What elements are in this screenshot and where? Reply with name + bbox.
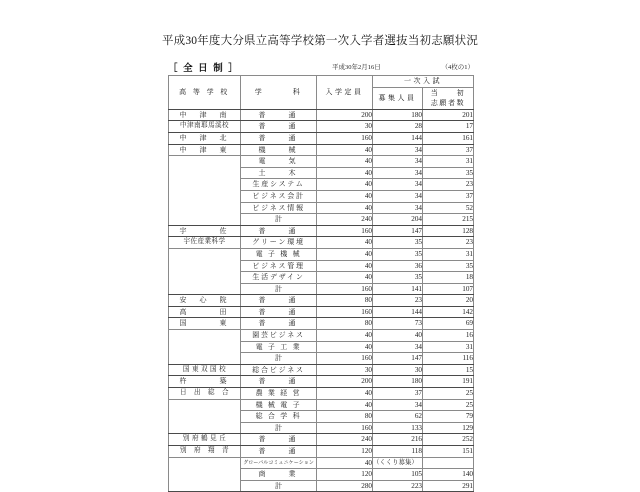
cell-applicants: 31 bbox=[423, 156, 474, 168]
table-header-row-1 bbox=[169, 76, 474, 88]
cell-department: ビジネス管理 bbox=[241, 260, 317, 272]
cell-applicants: 16 bbox=[423, 330, 474, 342]
table-row bbox=[169, 480, 474, 492]
cell-department: 機 械 電 子 bbox=[241, 399, 317, 411]
cell-capacity: 40 bbox=[317, 144, 373, 156]
cell-capacity: 120 bbox=[317, 469, 373, 481]
table-header bbox=[169, 76, 474, 110]
cell-school: 日 出 総 合 bbox=[169, 388, 241, 400]
cell-applicants: 37 bbox=[423, 144, 474, 156]
cell-capacity: 160 bbox=[317, 132, 373, 144]
table-row bbox=[169, 306, 474, 318]
cell-department: 普 通 bbox=[241, 318, 317, 330]
table-body bbox=[169, 109, 474, 492]
cell-capacity: 160 bbox=[317, 283, 373, 295]
cell-school bbox=[169, 156, 241, 168]
cell-capacity: 40 bbox=[317, 248, 373, 260]
cell-school: 中津南耶馬溪校 bbox=[169, 121, 241, 133]
cell-school bbox=[169, 457, 241, 469]
document-date: 平成30年2月16日 bbox=[332, 64, 381, 71]
cell-recruitment: 180 bbox=[373, 109, 423, 121]
cell-recruitment: 105 bbox=[373, 469, 423, 481]
cell-department: 電 気 bbox=[241, 156, 317, 168]
cell-recruitment: 36 bbox=[373, 260, 423, 272]
column-header-applicants bbox=[423, 87, 474, 109]
cell-department: 電 子 工 業 bbox=[241, 341, 317, 353]
column-header-recruitment: 募集人員 bbox=[373, 87, 423, 109]
cell-capacity: 80 bbox=[317, 295, 373, 307]
column-header-exam-group: 一次入試 bbox=[373, 76, 474, 88]
cell-applicants: 291 bbox=[423, 480, 474, 492]
cell-applicants: 17 bbox=[423, 121, 474, 133]
cell-recruitment: 73 bbox=[373, 318, 423, 330]
table-row bbox=[169, 446, 474, 458]
cell-capacity: 40 bbox=[317, 272, 373, 284]
cell-capacity: 30 bbox=[317, 364, 373, 376]
cell-capacity: 200 bbox=[317, 376, 373, 388]
cell-recruitment: 62 bbox=[373, 411, 423, 423]
cell-applicants: 116 bbox=[423, 353, 474, 365]
cell-recruitment: 144 bbox=[373, 132, 423, 144]
cell-capacity: 80 bbox=[317, 318, 373, 330]
table-row bbox=[169, 248, 474, 260]
cell-school bbox=[169, 272, 241, 284]
cell-school bbox=[169, 248, 241, 260]
cell-department: 普 通 bbox=[241, 376, 317, 388]
cell-capacity: 40 bbox=[317, 330, 373, 342]
cell-school: 安 心 院 bbox=[169, 295, 241, 307]
cell-total-label: 計 bbox=[241, 480, 317, 492]
cell-school bbox=[169, 480, 241, 492]
cell-school bbox=[169, 202, 241, 214]
cell-department: 電 子 機 械 bbox=[241, 248, 317, 260]
table-row bbox=[169, 283, 474, 295]
cell-recruitment: 216 bbox=[373, 434, 423, 446]
cell-applicants: 35 bbox=[423, 167, 474, 179]
cell-department: 総合ビジネス bbox=[241, 364, 317, 376]
cell-applicants: 25 bbox=[423, 399, 474, 411]
cell-total-label: 計 bbox=[241, 214, 317, 226]
cell-applicants: 128 bbox=[423, 225, 474, 237]
column-header-applicants-line2: 志願者数 bbox=[430, 99, 466, 108]
cell-capacity: 160 bbox=[317, 306, 373, 318]
table-row bbox=[169, 144, 474, 156]
cell-capacity: 240 bbox=[317, 434, 373, 446]
cell-capacity: 160 bbox=[317, 353, 373, 365]
cell-school bbox=[169, 260, 241, 272]
table-row bbox=[169, 353, 474, 365]
cell-applicants: 69 bbox=[423, 318, 474, 330]
cell-applicants: 23 bbox=[423, 237, 474, 249]
cell-department: 普 通 bbox=[241, 295, 317, 307]
cell-school: 宇 佐 bbox=[169, 225, 241, 237]
cell-school bbox=[169, 190, 241, 202]
cell-recruitment-note: （くくり募集） bbox=[373, 457, 423, 469]
page-title: 平成30年度大分県立高等学校第一次入学者選抜当初志願状況 bbox=[161, 35, 479, 47]
cell-department: 普 通 bbox=[241, 434, 317, 446]
cell-school: 国 東 双 国 校 bbox=[169, 364, 241, 376]
cell-applicants: 52 bbox=[423, 202, 474, 214]
cell-applicants: 107 bbox=[423, 283, 474, 295]
cell-department: 農 業 経 営 bbox=[241, 388, 317, 400]
cell-school bbox=[169, 411, 241, 423]
cell-capacity: 40 bbox=[317, 341, 373, 353]
cell-recruitment: 180 bbox=[373, 376, 423, 388]
cell-total-label: 計 bbox=[241, 353, 317, 365]
table-row bbox=[169, 364, 474, 376]
cell-applicants: 252 bbox=[423, 434, 474, 446]
table-row bbox=[169, 272, 474, 284]
table-row bbox=[169, 260, 474, 272]
column-header-school: 高 等 学 校 bbox=[169, 76, 241, 110]
cell-recruitment: 34 bbox=[373, 144, 423, 156]
cell-school bbox=[169, 179, 241, 191]
sheet-number: （4枚の1） bbox=[441, 64, 474, 71]
cell-recruitment: 34 bbox=[373, 399, 423, 411]
table-row bbox=[169, 132, 474, 144]
cell-recruitment: 23 bbox=[373, 295, 423, 307]
cell-department: 生活デザイン bbox=[241, 272, 317, 284]
cell-school bbox=[169, 422, 241, 434]
cell-department: 普 通 bbox=[241, 446, 317, 458]
course-type-label: ［ 全 日 制 ］ bbox=[168, 64, 240, 74]
cell-department: 園芸ビジネス bbox=[241, 330, 317, 342]
cell-school bbox=[169, 469, 241, 481]
table-row bbox=[169, 214, 474, 226]
cell-department: グローバルコミュニケーション bbox=[241, 457, 317, 469]
table-row bbox=[169, 411, 474, 423]
cell-department: 普 通 bbox=[241, 109, 317, 121]
table-row bbox=[169, 457, 474, 469]
column-header-department: 学 科 bbox=[241, 76, 317, 110]
cell-capacity: 80 bbox=[317, 411, 373, 423]
cell-recruitment: 147 bbox=[373, 353, 423, 365]
cell-capacity: 40 bbox=[317, 237, 373, 249]
table-row bbox=[169, 376, 474, 388]
cell-capacity: 120 bbox=[317, 446, 373, 458]
cell-department: 総 合 学 科 bbox=[241, 411, 317, 423]
cell-applicants: 191 bbox=[423, 376, 474, 388]
table-row bbox=[169, 399, 474, 411]
cell-department: 生産システム bbox=[241, 179, 317, 191]
cell-recruitment: 28 bbox=[373, 121, 423, 133]
cell-school bbox=[169, 353, 241, 365]
table-row bbox=[169, 121, 474, 133]
table-row bbox=[169, 318, 474, 330]
cell-applicants: 37 bbox=[423, 190, 474, 202]
cell-department: 普 通 bbox=[241, 225, 317, 237]
cell-applicants: 142 bbox=[423, 306, 474, 318]
cell-recruitment: 204 bbox=[373, 214, 423, 226]
cell-department: 土 木 bbox=[241, 167, 317, 179]
cell-capacity: 160 bbox=[317, 422, 373, 434]
cell-total-label: 計 bbox=[241, 283, 317, 295]
cell-school bbox=[169, 167, 241, 179]
cell-school bbox=[169, 283, 241, 295]
cell-applicants: 25 bbox=[423, 388, 474, 400]
table-row bbox=[169, 179, 474, 191]
cell-department: ビジネス情報 bbox=[241, 202, 317, 214]
cell-recruitment: 34 bbox=[373, 156, 423, 168]
cell-department: グリーン環境 bbox=[241, 237, 317, 249]
cell-applicants: 35 bbox=[423, 260, 474, 272]
table-row bbox=[169, 422, 474, 434]
cell-department: ビジネス会計 bbox=[241, 190, 317, 202]
table-row bbox=[169, 295, 474, 307]
cell-applicants: 151 bbox=[423, 446, 474, 458]
cell-applicants: 15 bbox=[423, 364, 474, 376]
cell-applicants: 79 bbox=[423, 411, 474, 423]
cell-recruitment: 34 bbox=[373, 190, 423, 202]
cell-capacity: 40 bbox=[317, 399, 373, 411]
cell-applicants bbox=[423, 457, 474, 469]
table-row bbox=[169, 388, 474, 400]
cell-recruitment: 133 bbox=[373, 422, 423, 434]
cell-school: 宇佐産業科学 bbox=[169, 237, 241, 249]
table-row bbox=[169, 469, 474, 481]
cell-capacity: 40 bbox=[317, 202, 373, 214]
cell-applicants: 215 bbox=[423, 214, 474, 226]
cell-recruitment: 34 bbox=[373, 179, 423, 191]
cell-school: 中 津 南 bbox=[169, 109, 241, 121]
cell-capacity: 240 bbox=[317, 214, 373, 226]
cell-recruitment: 223 bbox=[373, 480, 423, 492]
cell-applicants: 23 bbox=[423, 179, 474, 191]
table-row bbox=[169, 237, 474, 249]
cell-capacity: 30 bbox=[317, 121, 373, 133]
applicants-table bbox=[168, 75, 474, 492]
table-row bbox=[169, 434, 474, 446]
cell-capacity: 40 bbox=[317, 167, 373, 179]
cell-applicants: 140 bbox=[423, 469, 474, 481]
cell-applicants: 161 bbox=[423, 132, 474, 144]
cell-recruitment: 147 bbox=[373, 225, 423, 237]
cell-applicants: 20 bbox=[423, 295, 474, 307]
cell-school: 中 津 北 bbox=[169, 132, 241, 144]
cell-recruitment: 40 bbox=[373, 330, 423, 342]
cell-school: 中 津 東 bbox=[169, 144, 241, 156]
cell-applicants: 31 bbox=[423, 248, 474, 260]
cell-recruitment: 35 bbox=[373, 237, 423, 249]
cell-recruitment: 37 bbox=[373, 388, 423, 400]
table-row bbox=[169, 225, 474, 237]
column-header-applicants-line1: 当 初 bbox=[430, 88, 466, 97]
cell-school bbox=[169, 330, 241, 342]
cell-school bbox=[169, 341, 241, 353]
table-row bbox=[169, 341, 474, 353]
cell-department: 商 業 bbox=[241, 469, 317, 481]
cell-total-label: 計 bbox=[241, 422, 317, 434]
cell-school: 国 東 bbox=[169, 318, 241, 330]
cell-school: 別 府 鶴 見 丘 bbox=[169, 434, 241, 446]
cell-applicants: 129 bbox=[423, 422, 474, 434]
cell-department: 普 通 bbox=[241, 121, 317, 133]
cell-recruitment: 144 bbox=[373, 306, 423, 318]
table-row bbox=[169, 330, 474, 342]
cell-school: 高 田 bbox=[169, 306, 241, 318]
cell-school bbox=[169, 399, 241, 411]
cell-recruitment: 35 bbox=[373, 248, 423, 260]
cell-recruitment: 34 bbox=[373, 167, 423, 179]
cell-department: 普 通 bbox=[241, 306, 317, 318]
cell-capacity: 160 bbox=[317, 225, 373, 237]
cell-recruitment: 34 bbox=[373, 341, 423, 353]
cell-department: 機 械 bbox=[241, 144, 317, 156]
cell-capacity: 200 bbox=[317, 109, 373, 121]
cell-capacity: 40 bbox=[317, 179, 373, 191]
table-row bbox=[169, 156, 474, 168]
cell-school: 杵 築 bbox=[169, 376, 241, 388]
column-header-capacity: 入学定員 bbox=[317, 76, 373, 110]
cell-capacity: 40 bbox=[317, 388, 373, 400]
cell-capacity: 40 bbox=[317, 190, 373, 202]
cell-applicants: 18 bbox=[423, 272, 474, 284]
cell-recruitment: 34 bbox=[373, 202, 423, 214]
table-row bbox=[169, 202, 474, 214]
table-row bbox=[169, 190, 474, 202]
cell-recruitment: 141 bbox=[373, 283, 423, 295]
cell-department: 普 通 bbox=[241, 132, 317, 144]
cell-recruitment: 118 bbox=[373, 446, 423, 458]
cell-capacity: 40 bbox=[317, 156, 373, 168]
cell-recruitment: 35 bbox=[373, 272, 423, 284]
cell-capacity: 280 bbox=[317, 480, 373, 492]
table-row bbox=[169, 109, 474, 121]
cell-applicants: 201 bbox=[423, 109, 474, 121]
cell-school: 別 府 翔 青 bbox=[169, 446, 241, 458]
cell-school bbox=[169, 214, 241, 226]
cell-recruitment: 30 bbox=[373, 364, 423, 376]
subheader bbox=[168, 60, 474, 74]
cell-capacity: 40 bbox=[317, 260, 373, 272]
cell-applicants: 31 bbox=[423, 341, 474, 353]
table-row bbox=[169, 167, 474, 179]
cell-capacity: 40 bbox=[317, 457, 373, 469]
